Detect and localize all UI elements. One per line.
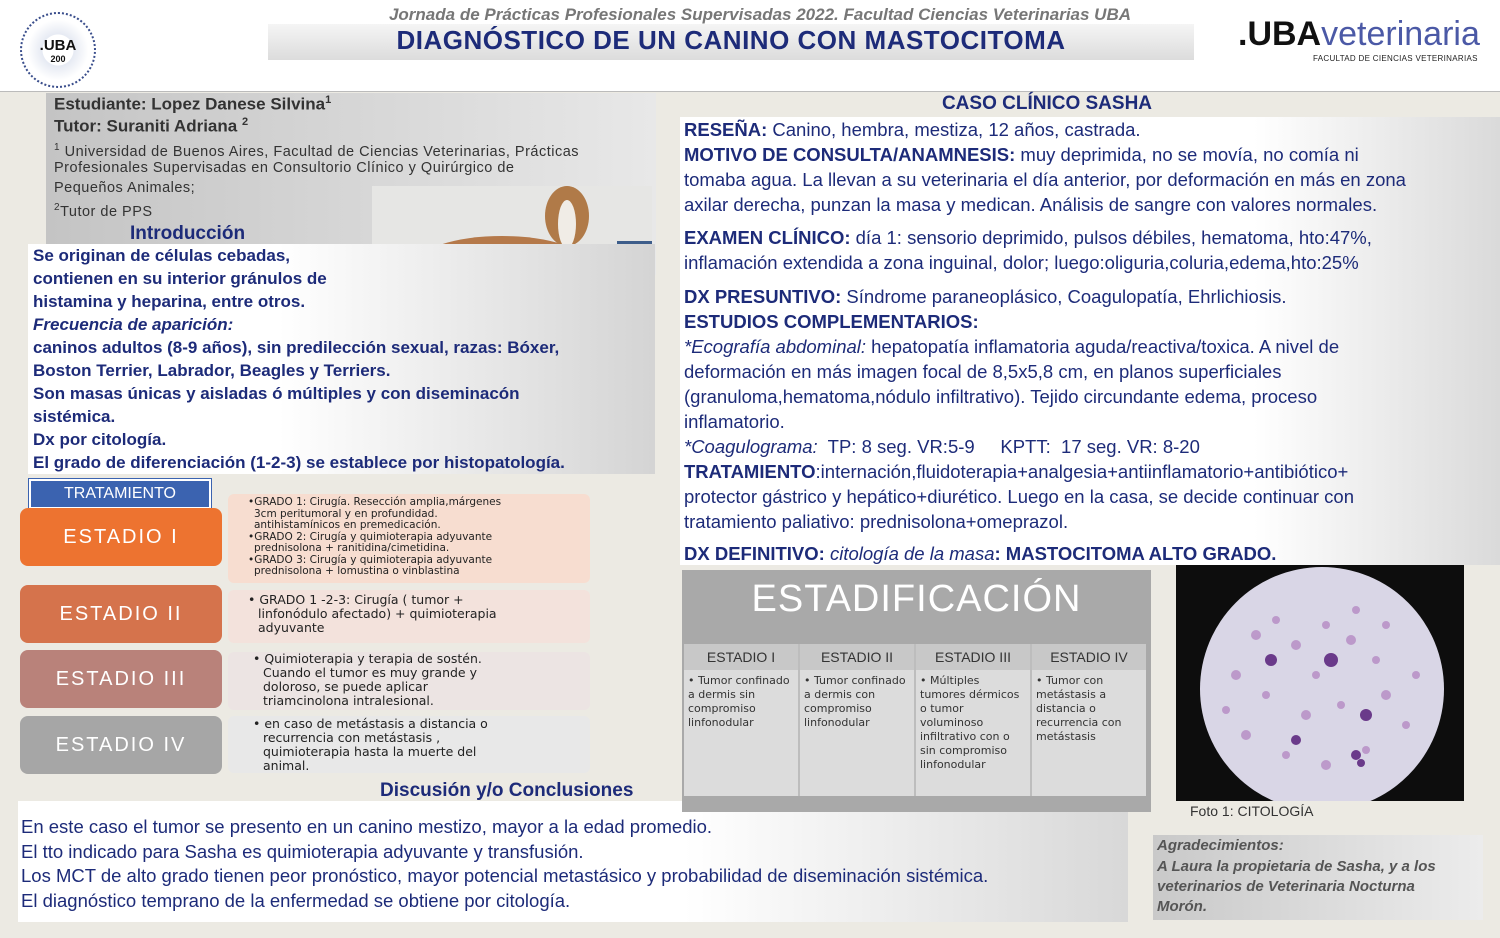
staging-body: • Múltiples tumores dérmicos o tumor voluminoso infiltrativo con o sin compromiso linfonodular (920, 674, 1020, 771)
cytology-photo (1176, 565, 1464, 801)
stage-3-desc: • Quimioterapia y terapia de sostén. Cuando el tumor es muy grande y doloroso, se puede aplicar triamcinolona intralesional. (228, 652, 590, 710)
examen-line: inflamación extendida a zona inguinal, dolor; luego:oliguria,coluria,edema,hto:25% (684, 252, 1359, 273)
stage-2-desc: • GRADO 1 -2-3: Cirugía ( tumor + linfonódulo afectado) + quimioterapia adyuvante (228, 590, 590, 643)
stage-3-box: ESTADIO III (20, 650, 222, 708)
eco-line: (granuloma,hematoma,nódulo infiltrativo). Tejido circundante edema, proceso (684, 386, 1318, 407)
staging-head: ESTADIO III (916, 644, 1030, 670)
staging-col-1 (684, 644, 800, 796)
motivo-line: MOTIVO DE CONSULTA/ANAMNESIS: muy deprimida, no se movía, no comía ni (684, 144, 1359, 165)
dx-definitivo-line: DX DEFINITIVO: citología de la masa: MASTOCITOMA ALTO GRADO. (684, 543, 1277, 564)
staging-head: ESTADIO IV (1032, 644, 1146, 670)
tutor-sup: 2 (241, 116, 249, 128)
staging-head: ESTADIO I (684, 644, 798, 670)
intro-box (28, 244, 655, 474)
intro-title: Introducción (130, 223, 246, 244)
trat-line: protector gástrico y hepático+diurético. Luego en la casa, se decide continuar con (684, 486, 1355, 507)
eco-line: inflamatorio. (684, 411, 785, 432)
student-name: Estudiante: Lopez Danese Silvina$^1$ (54, 94, 332, 114)
intro-line: caninos adultos (8-9 años), sin predilección sexual, razas: Bóxer, (33, 338, 560, 357)
stage-1-box: ESTADIO I (20, 508, 222, 566)
poster-title: DIAGNÓSTICO DE UN CANINO CON MASTOCITOMA (396, 25, 1066, 55)
affiliation-1-line2: Profesionales Supervisadas en Consultorio Clínico y Quirúrgico de (54, 160, 515, 176)
intro-line: Frecuencia de aparición: (33, 315, 234, 334)
staging-title: ESTADIFICACIÓN (751, 578, 1082, 620)
trat-line: TRATAMIENTO:internación,fluidoterapia+analgesia+antiinflamatorio+antibiótico+ (684, 461, 1349, 482)
stage-1-desc: •GRADO 1: Cirugía. Resección amplia,márgenes 3cm peritumoral y en profundidad. antihistamínicos en premedicación. •GRADO 2: Cirugía y quimioterapia adyuvante prednisolona + ranitidina/cimetidina. •GRADO 3: Cirugía y quimioterapia adyuvante prednisolona + lomustina o vinblastina (228, 494, 590, 583)
motivo-line: axilar derecha, punzan la masa y medican. Análisis de sangre con valores normales. (684, 194, 1378, 215)
estudios-label: ESTUDIOS COMPLEMENTARIOS: (684, 311, 979, 332)
uba-veterinaria-logo (1238, 14, 1483, 74)
intro-line: Se originan de células cebadas, (33, 246, 290, 265)
vet-brand-sub: FACULTAD DE CIENCIAS VETERINARIAS (1313, 54, 1478, 63)
intro-line: contienen en su interior gránulos de (33, 269, 327, 288)
resena-line: RESEÑA: Canino, hembra, mestiza, 12 años, castrada. (684, 119, 1141, 140)
intro-line: Dx por citología. (33, 430, 167, 449)
student-sup: 1 (325, 94, 332, 106)
intro-line: sistémica. (33, 407, 116, 426)
intro-line: Boston Terrier, Labrador, Beagles y Terriers. (33, 361, 391, 380)
case-box (680, 117, 1500, 565)
stage-2-box: ESTADIO II (20, 585, 222, 643)
motivo-line: tomaba agua. La llevan a su veterinaria el día anterior, por deformación en más en zona (684, 169, 1406, 190)
thanks-line: Agradecimientos: (1157, 837, 1284, 854)
discussion-line: El tto indicado para Sasha es quimioterapia adyuvante y transfusión. (21, 841, 584, 862)
stage-4-desc: • en caso de metástasis a distancia o recurrencia con metástasis , quimioterapia hasta la muerte del animal. (228, 716, 590, 773)
treatment-label: TRATAMIENTO (29, 479, 211, 509)
examen-line: EXAMEN CLÍNICO: día 1: sensorio deprimido, pulsos débiles, hematoma, hto:47%, (684, 227, 1372, 248)
uba-logo-sub: 200 (50, 53, 66, 64)
acknowledgements-box (1153, 835, 1483, 920)
staging-col-2 (800, 644, 916, 796)
thanks-line: veterinarios de Veterinaria Nocturna (1157, 878, 1415, 895)
intro-line: Son masas únicas y aisladas ó múltiples y con diseminacón (33, 384, 520, 403)
intro-line: El grado de diferenciación (1-2-3) se establece por histopatología. (33, 453, 565, 472)
affiliation-1-line3: Pequeños Animales; (54, 180, 196, 196)
staging-body: • Tumor con metástasis a distancia o recurrencia con metástasis (1036, 674, 1122, 743)
thanks-line: A Laura la propietaria de Sasha, y a los (1157, 858, 1436, 875)
vet-brand-light: veterinaria (1321, 15, 1480, 53)
discussion-box (18, 801, 1128, 922)
thanks-line: Morón. (1157, 898, 1207, 915)
affiliation-2: $^2$Tutor de PPS (54, 202, 153, 220)
discussion-line: Los MCT de alto grado tienen peor pronóstico, mayor potencial metastásico y probabilidad de diseminación sistémica. (21, 865, 989, 886)
intro-line: histamina y heparina, entre otros. (33, 292, 306, 311)
discussion-line: En este caso el tumor se presento en un canino mestizo, mayor a la edad promedio. (21, 816, 713, 837)
uba-logo-text: .UBA (39, 36, 77, 54)
cytology-caption: Foto 1: CITOLOGÍA (1190, 803, 1314, 819)
discussion-title: Discusión y/o Conclusiones (380, 780, 634, 801)
staging-body: • Tumor confinado a dermis sin compromiso linfonodular (688, 674, 790, 729)
event-subtitle: Jornada de Prácticas Profesionales Supervisadas 2022. Facultad Ciencias Veterinarias UBA (388, 5, 1132, 24)
uba-200-logo (20, 12, 96, 88)
case-title: CASO CLÍNICO SASHA (941, 93, 1153, 114)
eco-line: deformación en más imagen focal de 8,5x5,8 cm, en planos superficiales (684, 361, 1282, 382)
stage-4-box: ESTADIO IV (20, 716, 222, 774)
dx-presuntivo-line: DX PRESUNTIVO: Síndrome paraneoplásico, Coagulopatía, Ehrlichiosis. (684, 286, 1287, 307)
coag-line: *Coagulograma: TP: 8 seg. VR:5-9 KPTT: 17 seg. VR: 8-20 (684, 436, 1200, 457)
affiliation-1: $^1$ Universidad de Buenos Aires, Facultad de Ciencias Veterinarias, Prácticas (54, 142, 580, 160)
vet-brand-bold: .UBA (1238, 15, 1322, 53)
staging-col-3 (916, 644, 1032, 796)
staging-col-4 (1032, 644, 1146, 796)
staging-body: • Tumor confinado a dermis con compromiso linfonodular (804, 674, 906, 729)
tutor-name: Tutor: Suraniti Adriana $^2$ (54, 116, 249, 136)
discussion-line: El diagnóstico temprano de la enfermedad se obtiene por citología. (21, 890, 571, 911)
staging-head: ESTADIO II (800, 644, 914, 670)
eco-line: *Ecografía abdominal: hepatopatía inflamatoria aguda/reactiva/toxica. A nivel de (684, 336, 1340, 357)
trat-line: tratamiento paliativo: prednisolona+omeprazol. (684, 511, 1069, 532)
